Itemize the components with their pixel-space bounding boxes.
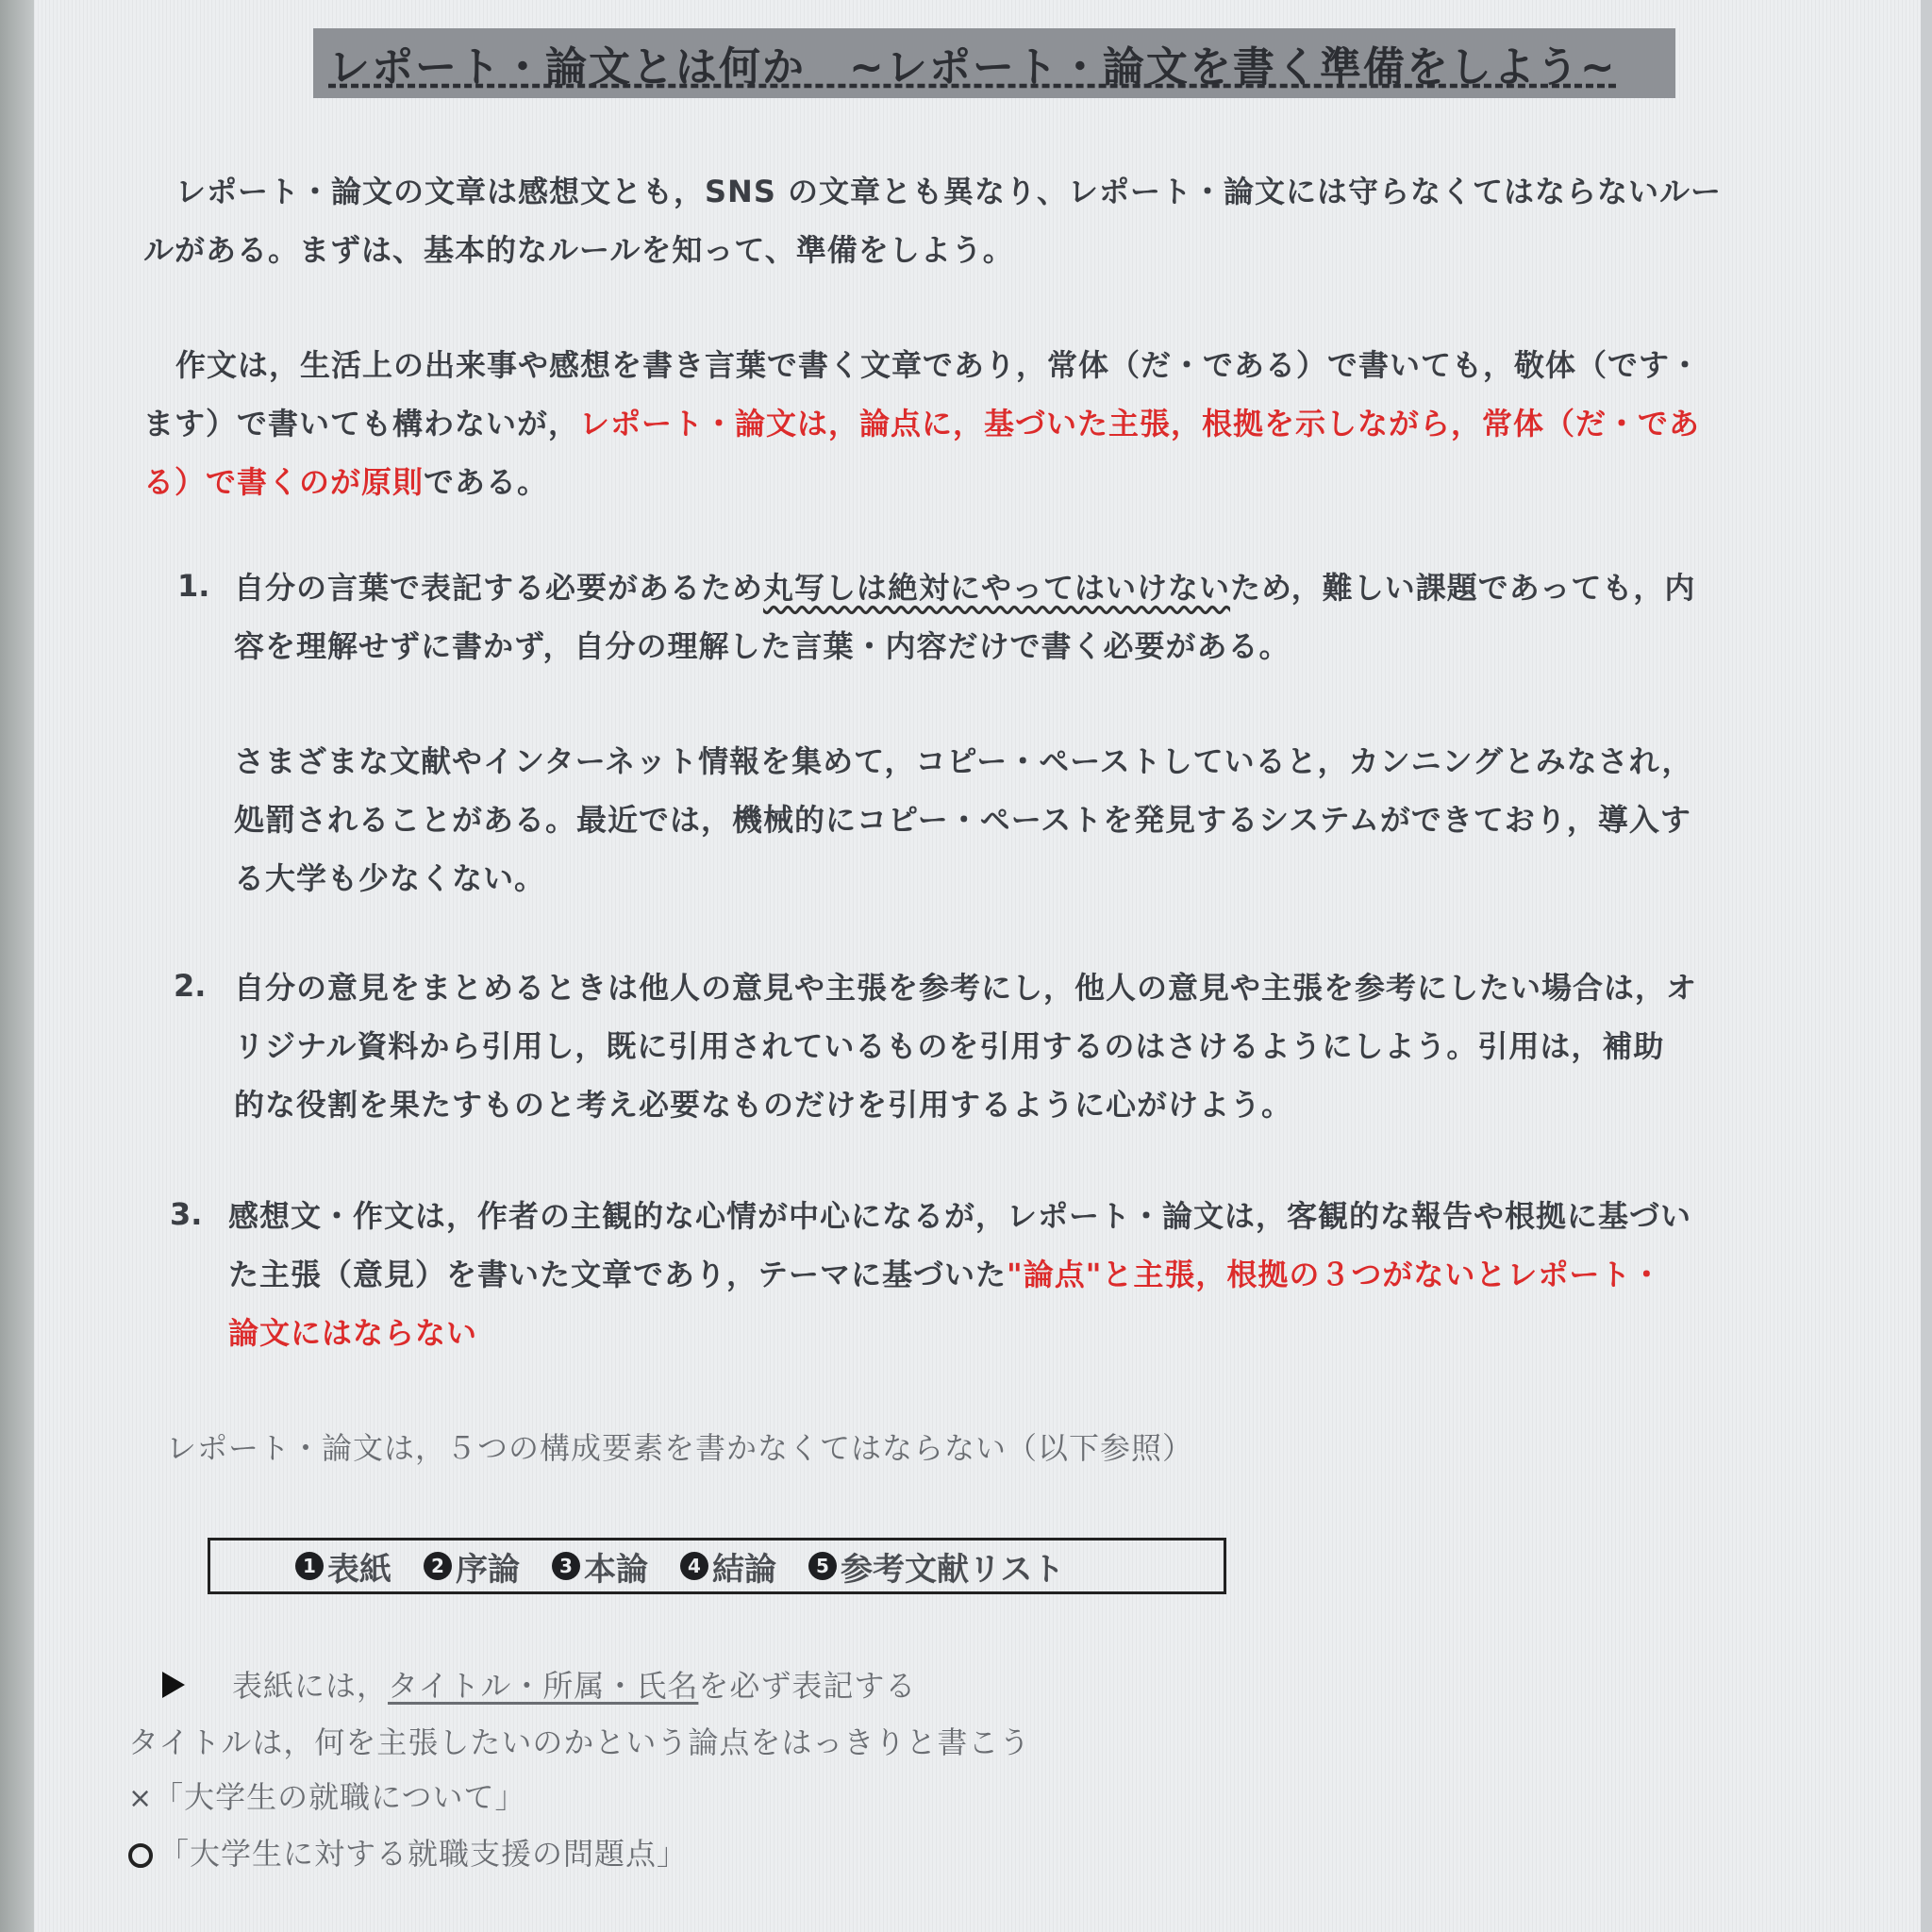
item2-line-1: 自分の意見をまとめるときは他人の意見や主張を参考にし，他人の意見や主張を参考にしたい場合は，オ bbox=[234, 970, 1698, 1006]
item1-sub-line-2: 処罰されることがある。最近では，機械的にコピー・ペーストを発見するシステムができており，導入す bbox=[234, 802, 1691, 838]
component-cover bbox=[295, 1543, 391, 1590]
item1-line-1-b: ため，難しい課題であっても，内 bbox=[1230, 570, 1696, 606]
component-label: 序論 bbox=[456, 1550, 520, 1589]
item-1-number: 1. bbox=[177, 568, 210, 604]
component-number-icon: 4 bbox=[680, 1552, 708, 1580]
components-intro: レポート・論文は，５つの構成要素を書かなくてはならない（以下参照） bbox=[166, 1430, 1194, 1466]
para2-line-3-red: る）で書くのが原則 bbox=[143, 464, 425, 500]
item-2 bbox=[234, 958, 1697, 1134]
item-3 bbox=[228, 1187, 1691, 1362]
component-label: 参考文献リスト bbox=[841, 1550, 1065, 1589]
component-label: 結論 bbox=[712, 1550, 776, 1589]
item1-line-1-a: 自分の言葉で表記する必要があるため bbox=[234, 570, 764, 606]
item-1-sub bbox=[234, 732, 1693, 908]
good-example-row bbox=[128, 1826, 1030, 1881]
item1-line-1-wavy: 丸写しは絶対にやってはいけない bbox=[763, 570, 1231, 606]
component-label: 表紙 bbox=[327, 1550, 391, 1589]
item-3-number: 3. bbox=[170, 1196, 203, 1232]
item3-line-2-plain: た主張（意見）を書いた文章であり，テーマに基づいた bbox=[228, 1257, 1008, 1292]
component-number-icon: 3 bbox=[552, 1552, 580, 1580]
good-example: 「大学生に対する就職支援の問題点」 bbox=[158, 1836, 689, 1872]
para2-line-3 bbox=[143, 453, 1701, 511]
para2-line-2-red: レポート・論文は，論点に，基づいた主張，根拠を示しながら，常体（だ・であ bbox=[579, 406, 1701, 441]
item1-sub-line-3: る大学も少なくない。 bbox=[234, 860, 546, 896]
para2-line-2-plain: ます）で書いても構わないが， bbox=[143, 406, 580, 441]
item2-line-3: 的な役割を果たすものと考え必要なものだけを引用するように心がけよう。 bbox=[234, 1087, 1293, 1123]
component-conclusion bbox=[680, 1543, 776, 1590]
intro-line-2: ルがある。まずは、基本的なルールを知って、準備をしよう。 bbox=[143, 232, 1014, 268]
cover-instruction bbox=[232, 1657, 916, 1715]
intro-line-1: レポート・論文の文章は感想文とも，SNS の文章とも異なり、レポート・論文には守らなくてはならないルー bbox=[175, 174, 1723, 209]
para2-line-1: 作文は，生活上の出来事や感想を書き言葉で書く文章であり，常体（だ・である）で書いても，敬体（です・ bbox=[175, 347, 1702, 383]
component-number-icon: 2 bbox=[424, 1552, 452, 1580]
item2-line-2: リジナル資料から引用し，既に引用されているものを引用するのはさけるようにしよう。引用は，補助 bbox=[234, 1028, 1665, 1064]
cover-lead: 表紙には， bbox=[232, 1668, 389, 1704]
monitor-bezel bbox=[0, 0, 34, 1932]
item3-line-1: 感想文・作文は，作者の主観的な心情が中心になるが，レポート・論文は，客観的な報告や根拠に基づい bbox=[228, 1198, 1692, 1234]
component-number-icon: 1 bbox=[295, 1552, 324, 1580]
bad-example-row bbox=[128, 1770, 1030, 1826]
item3-line-2-red: "論点"と主張，根拠の３つがないとレポート・ bbox=[1007, 1257, 1663, 1292]
components-box bbox=[208, 1538, 1226, 1594]
item-2-number: 2. bbox=[174, 968, 207, 1004]
cover-underlined: タイトル・所属・氏名 bbox=[388, 1668, 699, 1704]
intro-paragraph bbox=[143, 162, 1723, 279]
para2-line-3-plain: である。 bbox=[424, 464, 549, 500]
circle-icon bbox=[128, 1843, 153, 1868]
cross-icon: × bbox=[128, 1782, 154, 1815]
bullet-arrow-icon bbox=[162, 1672, 185, 1698]
para2-line-2 bbox=[143, 394, 1701, 453]
title-note: タイトルは，何を主張したいのかという論点をはっきりと書こう bbox=[128, 1724, 1031, 1760]
component-body bbox=[552, 1543, 648, 1590]
page-title: レポート・論文とは何か ~レポート・論文を書く準備をしよう~ bbox=[328, 43, 1617, 92]
page-title-bar bbox=[313, 28, 1675, 98]
item-1 bbox=[234, 558, 1695, 675]
item3-line-2 bbox=[228, 1245, 1691, 1304]
document-page bbox=[34, 0, 1921, 1932]
component-introduction bbox=[424, 1543, 520, 1590]
bad-example: 「大学生の就職について」 bbox=[153, 1779, 526, 1815]
component-references bbox=[808, 1543, 1064, 1590]
component-number-icon: 5 bbox=[808, 1552, 837, 1580]
title-guidance bbox=[128, 1715, 1030, 1881]
item1-line-1 bbox=[234, 558, 1695, 617]
item1-sub-line-1: さまざまな文献やインターネット情報を集めて，コピー・ペーストしていると，カンニングとみなされ， bbox=[234, 743, 1693, 779]
item3-line-3: 論文にはならない bbox=[228, 1315, 478, 1351]
component-label: 本論 bbox=[584, 1550, 648, 1589]
item1-line-2: 容を理解せずに書かず，自分の理解した言葉・内容だけで書く必要がある。 bbox=[234, 628, 1291, 664]
cover-tail: を必ず表記する bbox=[698, 1668, 917, 1704]
paragraph-2 bbox=[143, 336, 1702, 511]
